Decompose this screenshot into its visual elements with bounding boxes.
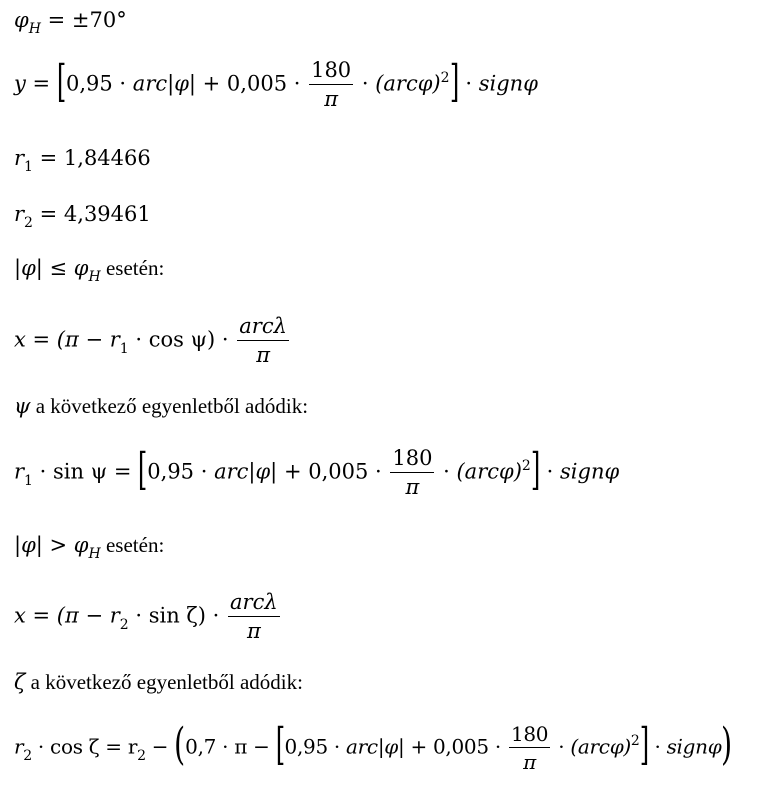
fraction-numerator: 180 [510,722,549,746]
condition-gt [14,533,165,562]
note-text: a következő egyenletből adódik: [25,670,303,694]
fraction-numerator: 180 [309,60,353,85]
phi-h-value: = ±70° [40,8,127,32]
bracket-open: [ [275,719,285,770]
fraction-180-pi [390,448,434,498]
arc-term: arc [132,71,168,96]
r-symbol: r [14,459,25,484]
fraction-denominator: π [523,750,537,774]
sin-psi-lhs: · sin ψ = [32,459,139,484]
subscript-h: H [88,546,101,562]
dot-operator: · [458,71,479,96]
abs-phi: |φ| [167,71,196,96]
equation-x-case1 [14,316,291,366]
r-symbol: r [14,146,25,170]
note-psi [14,396,308,417]
bracket-close: ] [530,444,541,495]
arc-term: arc [346,734,378,759]
bracket-close: ] [449,56,459,107]
fraction-denominator: π [256,343,270,367]
r1-value: = 1,84466 [32,146,151,170]
zeta-symbol: ζ [14,670,26,694]
sin-zeta-term: · sin ζ) · [128,603,227,628]
coefficient-095: 0,95 · [66,71,133,96]
subscript-2: 2 [137,747,146,764]
plus-coefficient: + 0,005 · [404,734,507,759]
r2-value: = 4,39461 [32,202,151,226]
abs-phi: |φ| [377,734,405,759]
subscript-2: 2 [24,215,33,231]
arc-phi-term: (arcφ) [570,734,631,759]
cos-psi-term: · cos ψ) · [128,327,236,352]
sign-phi: signφ [666,734,722,759]
subscript-2: 2 [119,616,129,633]
fraction-numerator: arcλ [237,316,289,341]
fraction-arclambda-pi [228,592,280,642]
dot-operator: · [436,459,457,484]
fraction-arclambda-pi [237,316,289,366]
equation-r2 [14,202,151,231]
abs-phi: |φ| [248,459,278,484]
r-symbol: r [14,734,24,759]
plus-coefficient: + 0,005 · [277,459,389,484]
subscript-2: 2 [23,747,32,764]
arc-term: arc [214,459,249,484]
equation-r1 [14,146,151,175]
exponent-2: 2 [440,69,450,86]
psi-symbol: ψ [14,394,31,418]
arc-phi-term: (arcφ) [456,459,522,484]
sign-phi: signφ [560,459,620,484]
note-text: a következő egyenletből adódik: [30,394,309,418]
equation-x-case2 [14,592,282,642]
paren-close: ) [721,719,733,770]
fraction-denominator: π [324,87,339,111]
exponent-2: 2 [630,732,640,749]
note-zeta [14,672,303,693]
coefficient-095: 0,95 · [147,459,215,484]
inner-term: 0,7 · π − [185,734,276,759]
condition-le-expr: |φ| ≤ φ [14,256,89,280]
fraction-180-pi [509,724,550,772]
equation-y [14,56,538,111]
subscript-h: H [88,269,101,285]
exponent-2: 2 [521,457,531,474]
y-symbol: y [14,71,26,96]
equation-cos-zeta [14,719,733,774]
cos-zeta-lhs: · cos ζ = r [31,734,138,759]
dot-operator: · [355,71,376,96]
paren-open: ( [174,719,186,770]
equation-phi-h [14,8,127,37]
subscript-1: 1 [24,472,33,489]
condition-le [14,256,165,285]
fraction-180-pi [309,60,353,110]
condition-text: esetén: [100,533,165,557]
dot-operator: · [540,459,561,484]
condition-text: esetén: [100,256,165,280]
dot-operator: · [552,734,571,759]
sign-phi: signφ [478,71,538,96]
bracket-close: ] [639,719,649,770]
arc-phi-term: (arcφ) [375,71,441,96]
bracket-open: [ [56,56,67,107]
x-lhs: x = (π − r [14,603,120,628]
coefficient-095: 0,95 · [284,734,347,759]
dot-operator: · [648,734,667,759]
fraction-numerator: 180 [390,448,434,473]
equals-sign: = [25,71,57,96]
subscript-1: 1 [24,159,33,175]
fraction-denominator: π [405,475,420,499]
plus-coefficient: + 0,005 · [195,71,308,96]
fraction-numerator: arcλ [228,592,280,617]
condition-gt-expr: |φ| > φ [14,533,89,557]
bracket-open: [ [137,444,148,495]
subscript-h: H [28,21,41,37]
fraction-denominator: π [246,619,261,643]
equation-sin-psi [14,444,620,499]
subscript-1: 1 [119,340,129,357]
phi-symbol: φ [14,8,29,32]
x-lhs: x = (π − r [14,327,120,352]
r-symbol: r [14,202,25,226]
minus-sign: − [145,734,175,759]
